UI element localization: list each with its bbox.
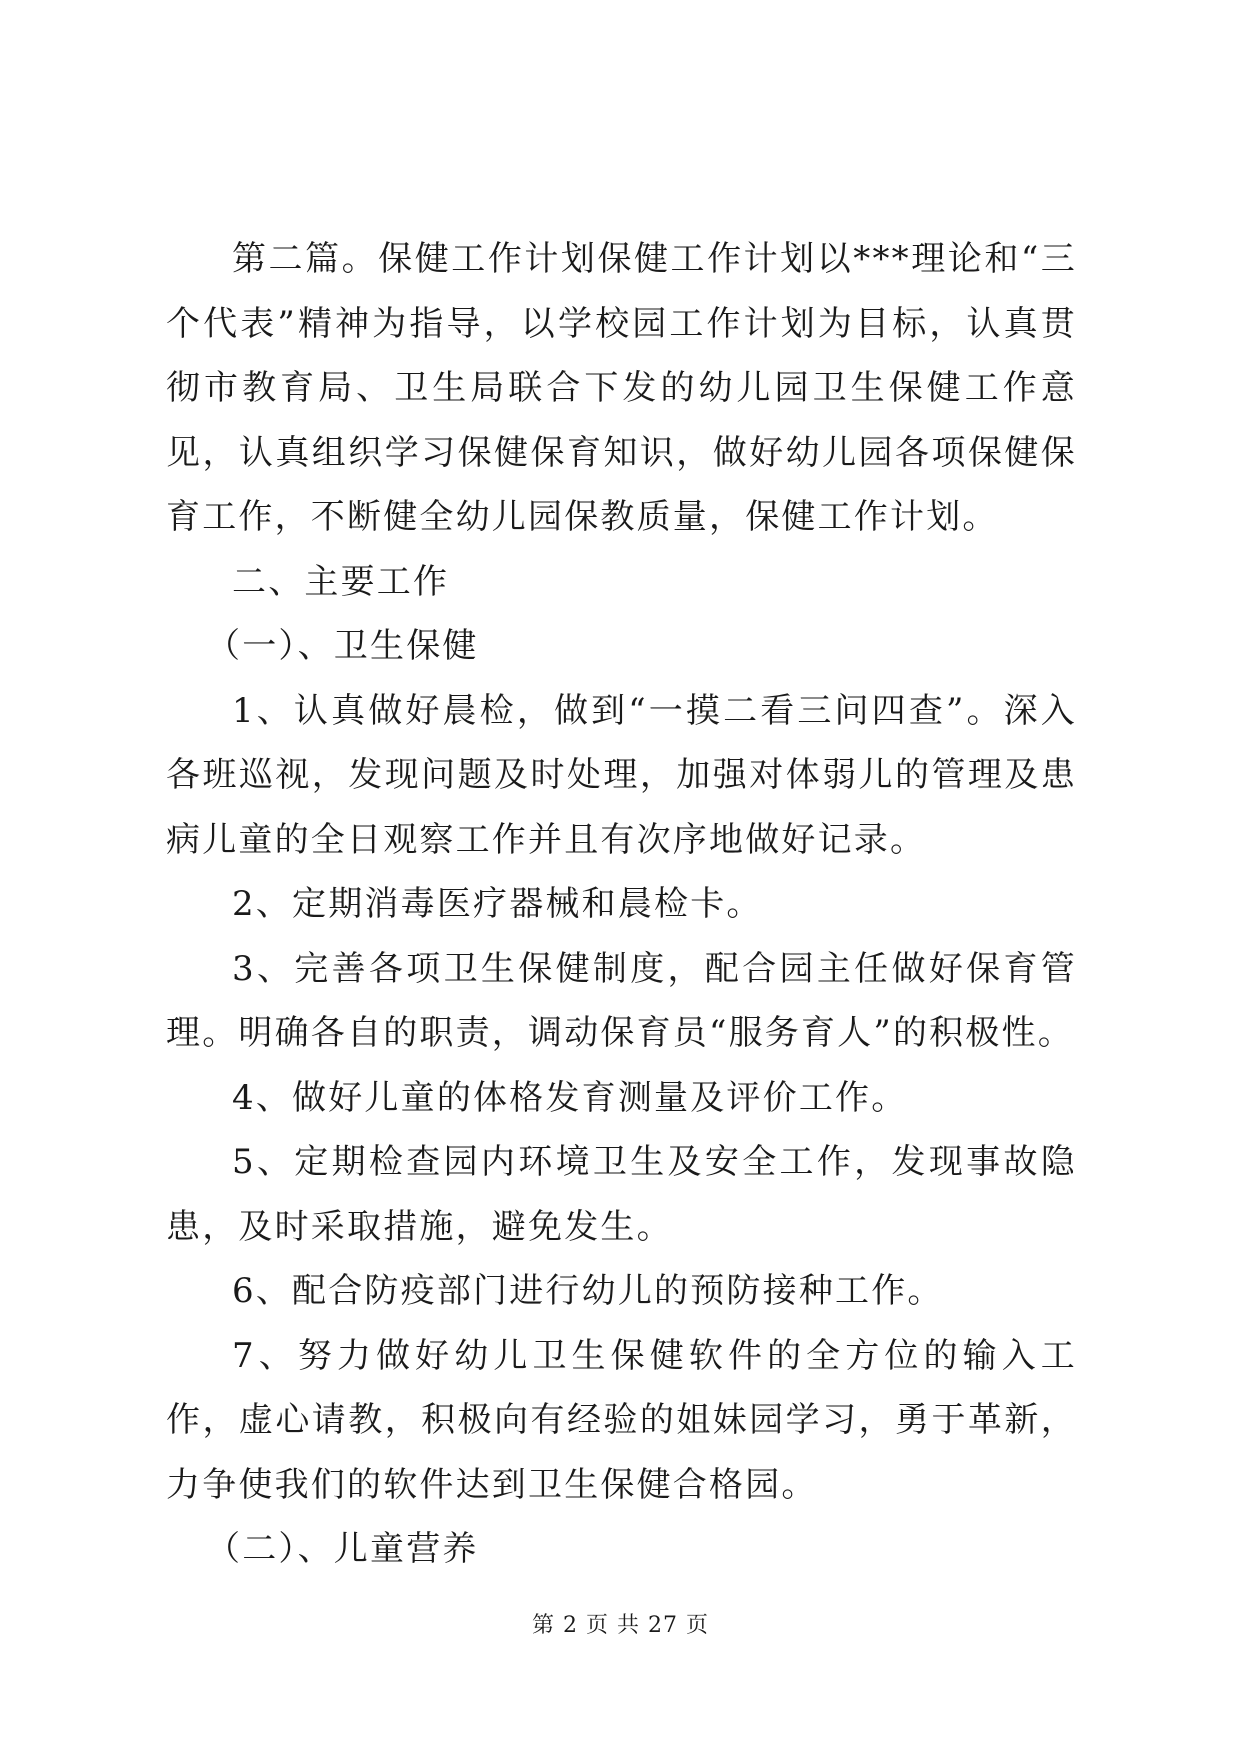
list-item-4: 4、做好儿童的体格发育测量及评价工作。	[232, 1077, 908, 1118]
list-item-3: 3、完善各项卫生保健制度，配合园主任做好保育管理。明确各自的职责，调动保育员“服务育人”的积极性。	[166, 948, 1077, 1053]
list-item-2: 2、定期消毒医疗器械和晨检卡。	[232, 884, 763, 924]
document-body	[166, 227, 1077, 1582]
paragraph-intro: 第二篇。保健工作计划保健工作计划以***理论和“三个代表”精神为指导，以学校园工作计划为目标，认真贯彻市教育局、卫生局联合下发的幼儿园卫生保健工作意见，认真组织学习保健保育知识，做好幼儿园各项保健保育工作，不断健全幼儿园保教质量，保健工作计划。	[166, 239, 1077, 537]
subsection-heading-child-nutrition: （二）、儿童营养	[206, 1529, 479, 1569]
list-item-1: 1、认真做好晨检，做到“一摸二看三问四查”。深入各班巡视，发现问题及时处理，加强对体弱儿的管理及患病儿童的全日观察工作并且有次序地做好记录。	[166, 690, 1077, 860]
section-heading-main-work: 二、主要工作	[232, 561, 450, 602]
subsection-heading-health-care: （一）、卫生保健	[206, 626, 479, 666]
list-item-7: 7、努力做好幼儿卫生保健软件的全方位的输入工作，虚心请教，积极向有经验的姐妹园学习，勇于革新，力争使我们的软件达到卫生保健合格园。	[166, 1335, 1077, 1505]
list-item-6: 6、配合防疫部门进行幼儿的预防接种工作。	[232, 1271, 944, 1311]
page-footer: 第 2 页 共 27 页	[532, 1613, 709, 1638]
list-item-5: 5、定期检查园内环境卫生及安全工作，发现事故隐患，及时采取措施，避免发生。	[166, 1142, 1077, 1247]
